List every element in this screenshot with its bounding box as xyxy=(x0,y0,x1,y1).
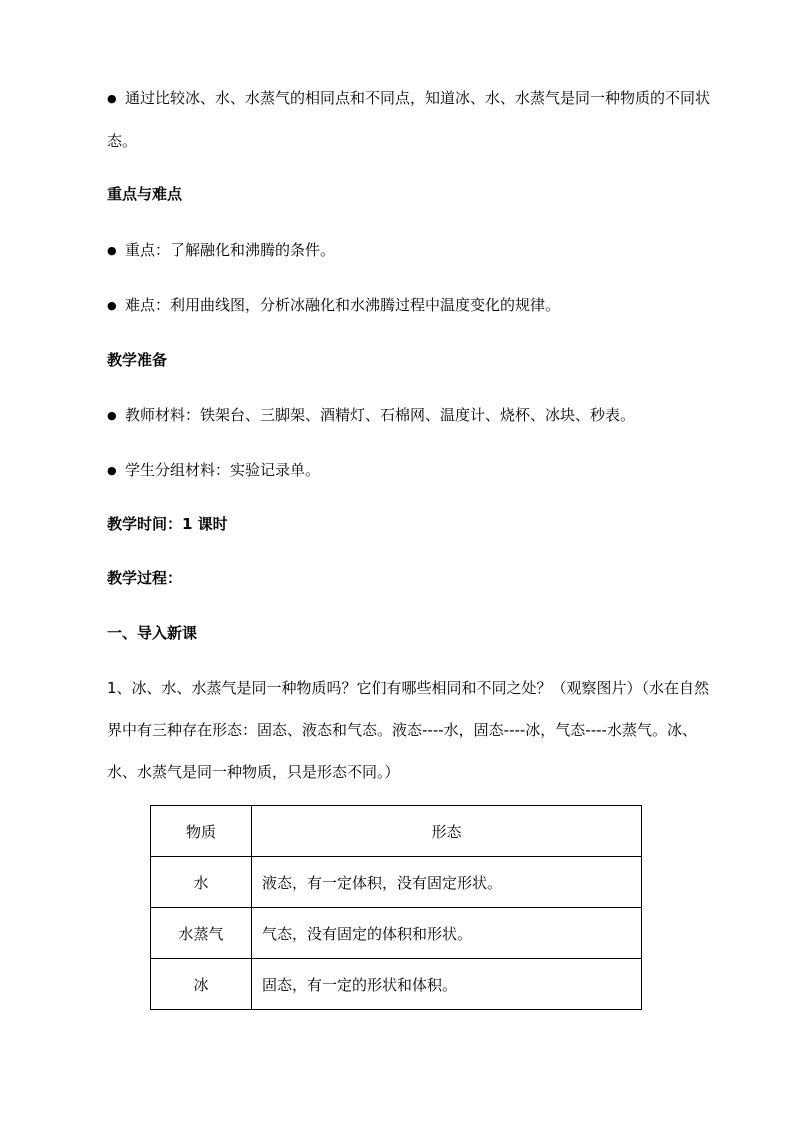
difficulty-text: 难点：利用曲线图，分析冰融化和水沸腾过程中温度变化的规律。 xyxy=(125,296,561,314)
key-point-bullet xyxy=(107,229,719,272)
bullet-marker: ● xyxy=(107,299,117,312)
table-row xyxy=(151,959,642,1010)
bullet-marker: ● xyxy=(107,464,117,477)
bullet-marker: ● xyxy=(107,92,117,105)
table-header-row xyxy=(151,806,642,857)
objective-bullet xyxy=(107,77,719,162)
objective-text: 通过比较冰、水、水蒸气的相同点和不同点，知道冰、水、水蒸气是同一种物质的不同状态。 xyxy=(107,89,711,150)
key-point-text: 重点：了解融化和沸腾的条件。 xyxy=(125,241,336,259)
bullet-marker: ● xyxy=(107,409,117,422)
table-cell-state: 气态，没有固定的体积和形状。 xyxy=(252,908,642,959)
table-row xyxy=(151,908,642,959)
table-cell-substance: 水 xyxy=(151,857,252,908)
bullet-marker: ● xyxy=(107,244,117,257)
teacher-materials-text: 教师材料：铁架台、三脚架、酒精灯、石棉网、温度计、烧杯、冰块、秒表。 xyxy=(125,406,636,424)
difficulty-bullet xyxy=(107,284,719,327)
table-cell-substance: 水蒸气 xyxy=(151,908,252,959)
preparation-heading: 教学准备 xyxy=(107,351,168,369)
teaching-time-heading: 教学时间：1 课时 xyxy=(107,515,228,533)
table-cell-state: 液态，有一定体积，没有固定形状。 xyxy=(252,857,642,908)
student-materials-text: 学生分组材料：实验记录单。 xyxy=(125,461,321,479)
table-cell-substance: 冰 xyxy=(151,959,252,1010)
key-points-heading: 重点与难点 xyxy=(107,185,183,203)
table-cell-state: 固态，有一定的形状和体积。 xyxy=(252,959,642,1010)
student-materials-bullet xyxy=(107,449,719,492)
teacher-materials-bullet xyxy=(107,394,719,437)
intro-paragraph: 1、冰、水、水蒸气是同一种物质吗？它们有哪些相同和不同之处？（观察图片）（水在自然界中有三种存在形态：固态、液态和气态。液态----水，固态----冰，气态----水蒸气。冰、水、水蒸气是同一种物质，只是形态不同。） xyxy=(107,679,710,781)
states-table xyxy=(150,805,642,1010)
table-header-substance: 物质 xyxy=(151,806,252,857)
section-intro-heading: 一、导入新课 xyxy=(107,624,198,642)
table-row xyxy=(151,857,642,908)
table-header-state: 形态 xyxy=(252,806,642,857)
teaching-process-heading: 教学过程： xyxy=(107,569,183,587)
